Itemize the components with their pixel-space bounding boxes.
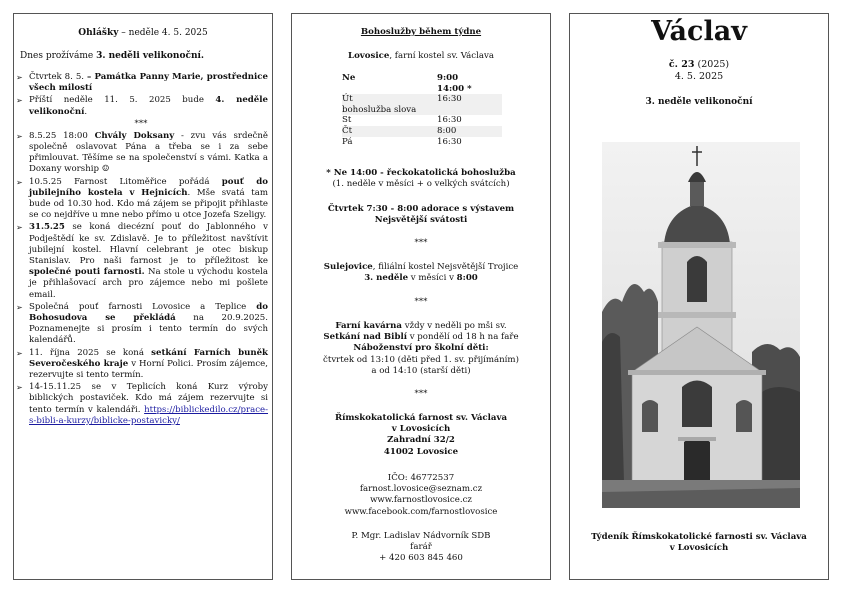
parish-contacts — [292, 473, 550, 518]
schedule-day: St — [342, 115, 352, 126]
intro-text: Dnes prožíváme 3. neděli velikonoční. — [20, 51, 205, 61]
adoration-note: Čtvrtek 7:30 - 8:00 adorace s výstavem Nejsvětější svátosti — [327, 204, 515, 226]
church-line: Lovosice, farní kostel sv. Václava — [348, 51, 494, 61]
arrow-bullet-icon: ➢ — [16, 383, 23, 393]
table-row — [342, 137, 502, 148]
list-item: ➢ 31.5.25 se koná diecézní pouť do Jablonného v Podještědí ke sv. Zdislavě. Je to příležitost navštívit jubilejní kostel. Hlavní celebrant je otec biskup Stanislav. Pro naši farnost je to příležitost ke společné pouti farnosti. Na stole u východu kostela je přihlašovací arch pro zájemce nebo mi pošlete email. — [16, 222, 268, 300]
list-item: ➢ Příští neděle 11. 5. 2025 bude 4. neděle velikonoční. — [16, 95, 269, 117]
arrow-bullet-icon: ➢ — [16, 96, 23, 106]
web-text: www.farnostlovosice.cz — [370, 495, 472, 506]
services-panel — [291, 13, 551, 580]
schedule-time: 16:30 — [437, 115, 462, 126]
arrow-bullet-icon: ➢ — [16, 348, 23, 358]
table-row — [342, 126, 502, 137]
sunday-title: 3. neděle velikonoční — [645, 97, 753, 107]
arrow-bullet-icon: ➢ — [16, 302, 23, 312]
separator-stars: *** — [414, 389, 428, 399]
newsletter-title: Václav — [651, 16, 747, 47]
footer-text: Týdeník Římskokatolické farnosti sv. Václava v Lovosicích — [591, 532, 807, 553]
greek-catholic-note: * Ne 14:00 - řeckokatolická bohoslužba (1. neděle v měsíci + o velkých svátcích) — [326, 168, 516, 190]
parish-activities: Farní kavárna vždy v neděli po mši sv. Setkání nad Biblí v pondělí od 18 h na faře Náboženství pro školní děti: čtvrtek od 13:10 (děti před 1. sv. přijímáním) a od 14:10 (starší děti) — [323, 321, 519, 376]
schedule-day: Pá — [342, 136, 353, 147]
services-title: Bohoslužby během týdne — [360, 27, 482, 37]
course-link[interactable]: https://biblickedilo.cz/prace-s-bibli-a-kurzy/biblicke-postavicky/ — [29, 404, 269, 426]
ico-text: IČO: 46772537 — [387, 473, 455, 483]
separator-stars: *** — [414, 297, 428, 307]
issue-info: č. 23 (2025) 4. 5. 2025 — [668, 59, 730, 82]
email-text: farnost.lovosice@seznam.cz — [359, 484, 483, 495]
schedule-day: Čt — [342, 126, 437, 137]
facebook-text: www.facebook.com/farnostlovosice — [344, 506, 498, 517]
list-item: ➢ Společná pouť farnosti Lovosice a Teplice do Bohosudova se překládá na 20.9.2025. Poznamenejte si prosím i tento termín do svých kalendářů. — [16, 301, 268, 346]
table-row — [342, 94, 502, 115]
arrow-bullet-icon: ➢ — [16, 73, 23, 82]
priest-info: P. Mgr. Ladislav Nádvorník SDB farář + 420 603 845 460 — [351, 531, 491, 564]
schedule-time: 16:30 — [437, 94, 502, 115]
list-item: ➢ 10.5.25 Farnost Litoměřice pořádá pouť do jubilejního kostela v Hejnicích. Mše svatá tam bude od 10.30 hod. Kdo má zájem se připojit přihlaste se co nejdříve u mne nebo přímo u otce Jozefa Szeligy. — [16, 176, 268, 221]
list-item: ➢ 11. října 2025 se koná setkání Farních buněk Severočeského kraje v Horní Polici. Prosím zájemce, rezervujte si tento termín. — [16, 347, 268, 381]
separator-stars: *** — [134, 118, 148, 129]
table-row — [342, 73, 502, 94]
schedule-table — [342, 73, 502, 147]
announcements-panel — [13, 13, 273, 580]
announcement-list — [14, 72, 268, 428]
schedule-day: Út bohoslužba slova — [342, 94, 437, 115]
arrow-bullet-icon: ➢ — [16, 131, 23, 141]
parish-address: Římskokatolická farnost sv. Václava v Lovosicích Zahradní 32/2 41002 Lovosice — [334, 413, 508, 457]
church-photo — [602, 142, 800, 508]
schedule-day: Ne — [342, 73, 356, 83]
schedule-time: 16:30 — [437, 136, 462, 147]
list-item: ➢ 8.5.25 18:00 Chvály Doksany - zvu vás srdečně společně oslavovat Pána a třeba se i za sebe přimlouvat. Těšíme se na společenství s vámi. Katka a Doxany worship ☺ — [16, 130, 268, 175]
schedule-time: 8:00 — [437, 126, 502, 137]
arrow-bullet-icon: ➢ — [16, 223, 23, 233]
list-item: ➢ Čtvrtek 8. 5. – Památka Panny Marie, prostřednice všech milostí — [16, 72, 268, 94]
arrow-bullet-icon: ➢ — [16, 177, 23, 187]
table-row — [342, 115, 502, 126]
separator-stars: *** — [414, 238, 428, 248]
announcements-heading: Ohlášky – neděle 4. 5. 2025 — [78, 28, 208, 38]
list-item: ➢ 14-15.11.25 se v Teplicích koná Kurz výroby biblických postaviček. Kdo má zájem rezervujte si tento termín v kalendáři. https://biblickedilo.cz/prace-s-bibli-a-kurzy/biblicke-postavicky/ — [16, 382, 269, 426]
schedule-time: 9:00 14:00 * — [437, 73, 472, 94]
sulejovice-note: Sulejovice, filiální kostel Nejsvětější Trojice 3. neděle v měsíci v 8:00 — [323, 262, 519, 284]
cover-panel — [569, 13, 829, 580]
